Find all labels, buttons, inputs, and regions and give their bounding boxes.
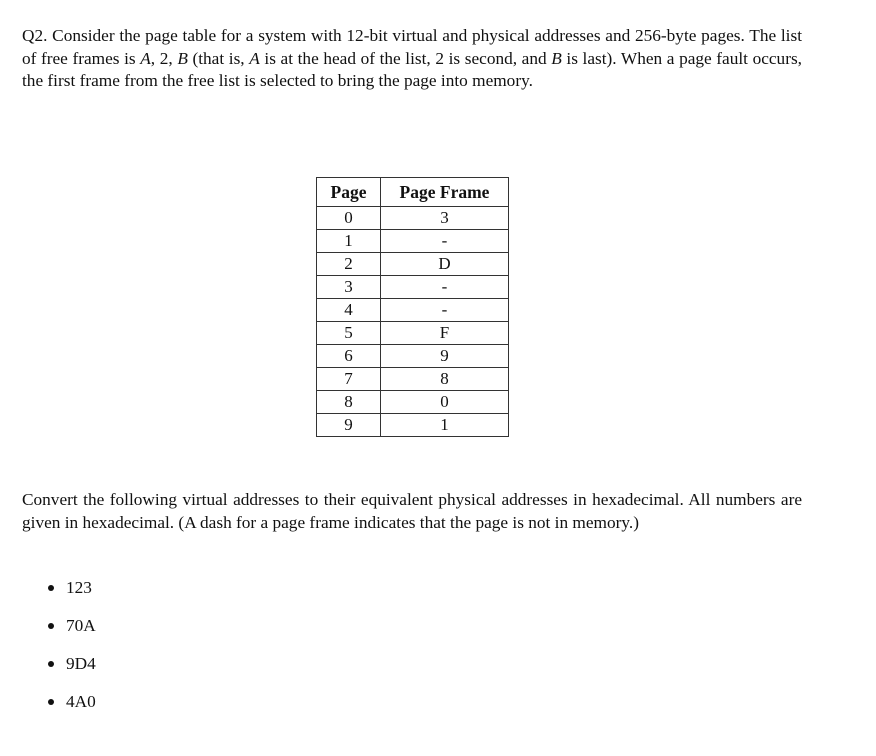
header-page-frame: Page Frame [381,178,509,207]
page-frame-cell: 9 [381,345,509,368]
page-frame-cell: - [381,299,509,322]
page-cell: 4 [317,299,381,322]
page-cell: 5 [317,322,381,345]
bullet-icon [48,661,54,667]
page-cell: 1 [317,230,381,253]
table-header-row [317,178,509,207]
table-row [317,345,509,368]
var-a: A [249,48,260,68]
page-table [316,177,509,437]
bullet-icon [48,623,54,629]
table-row [317,207,509,230]
text: , 2, [150,48,178,68]
table-row [317,299,509,322]
table-row [317,253,509,276]
var-a: A [140,48,151,68]
table-row [317,414,509,437]
table-row [317,276,509,299]
address: 4A0 [66,692,96,711]
var-b: B [551,48,562,68]
text: is at the head of the list, 2 is second, and [259,48,552,68]
page-cell: 9 [317,414,381,437]
table-row [317,322,509,345]
page-cell: 2 [317,253,381,276]
page-frame-cell: - [381,276,509,299]
page-cell: 0 [317,207,381,230]
list-item [48,653,96,675]
list-item [48,615,96,637]
page-cell: 8 [317,391,381,414]
table-row [317,391,509,414]
page-frame-cell: F [381,322,509,345]
page-frame-cell: D [381,253,509,276]
text: (that is, [187,48,250,68]
table-row [317,368,509,391]
list-item [48,691,96,713]
page-frame-cell: 3 [381,207,509,230]
var-b: B [177,48,188,68]
instruction-text: Convert the following virtual addresses to their equivalent physical addresses in hexadecimal. All numbers are given in hexadecimal. (A dash for a page frame indicates that the page is not in memory.) [22,490,802,532]
table-row [317,230,509,253]
page-frame-cell: 8 [381,368,509,391]
page-cell: 6 [317,345,381,368]
text: Q2. Consider the page table for a system with 12-bit virtual and physical addresses and 256-byte pages. The list of free frames is [22,26,802,68]
bullet-icon [48,585,54,591]
text: is last). When a page fault occurs, the first frame from the free list is selected to bring the page into memory. [22,48,802,91]
page-frame-cell: 0 [381,391,509,414]
question-intro [22,25,802,93]
header-page: Page [317,178,381,207]
page-frame-cell: 1 [381,414,509,437]
page-cell: 3 [317,276,381,299]
bullet-icon [48,699,54,705]
address: 123 [66,578,92,597]
address: 70A [66,616,96,635]
page-frame-cell: - [381,230,509,253]
address: 9D4 [66,654,96,673]
page-cell: 7 [317,368,381,391]
list-item [48,577,92,599]
